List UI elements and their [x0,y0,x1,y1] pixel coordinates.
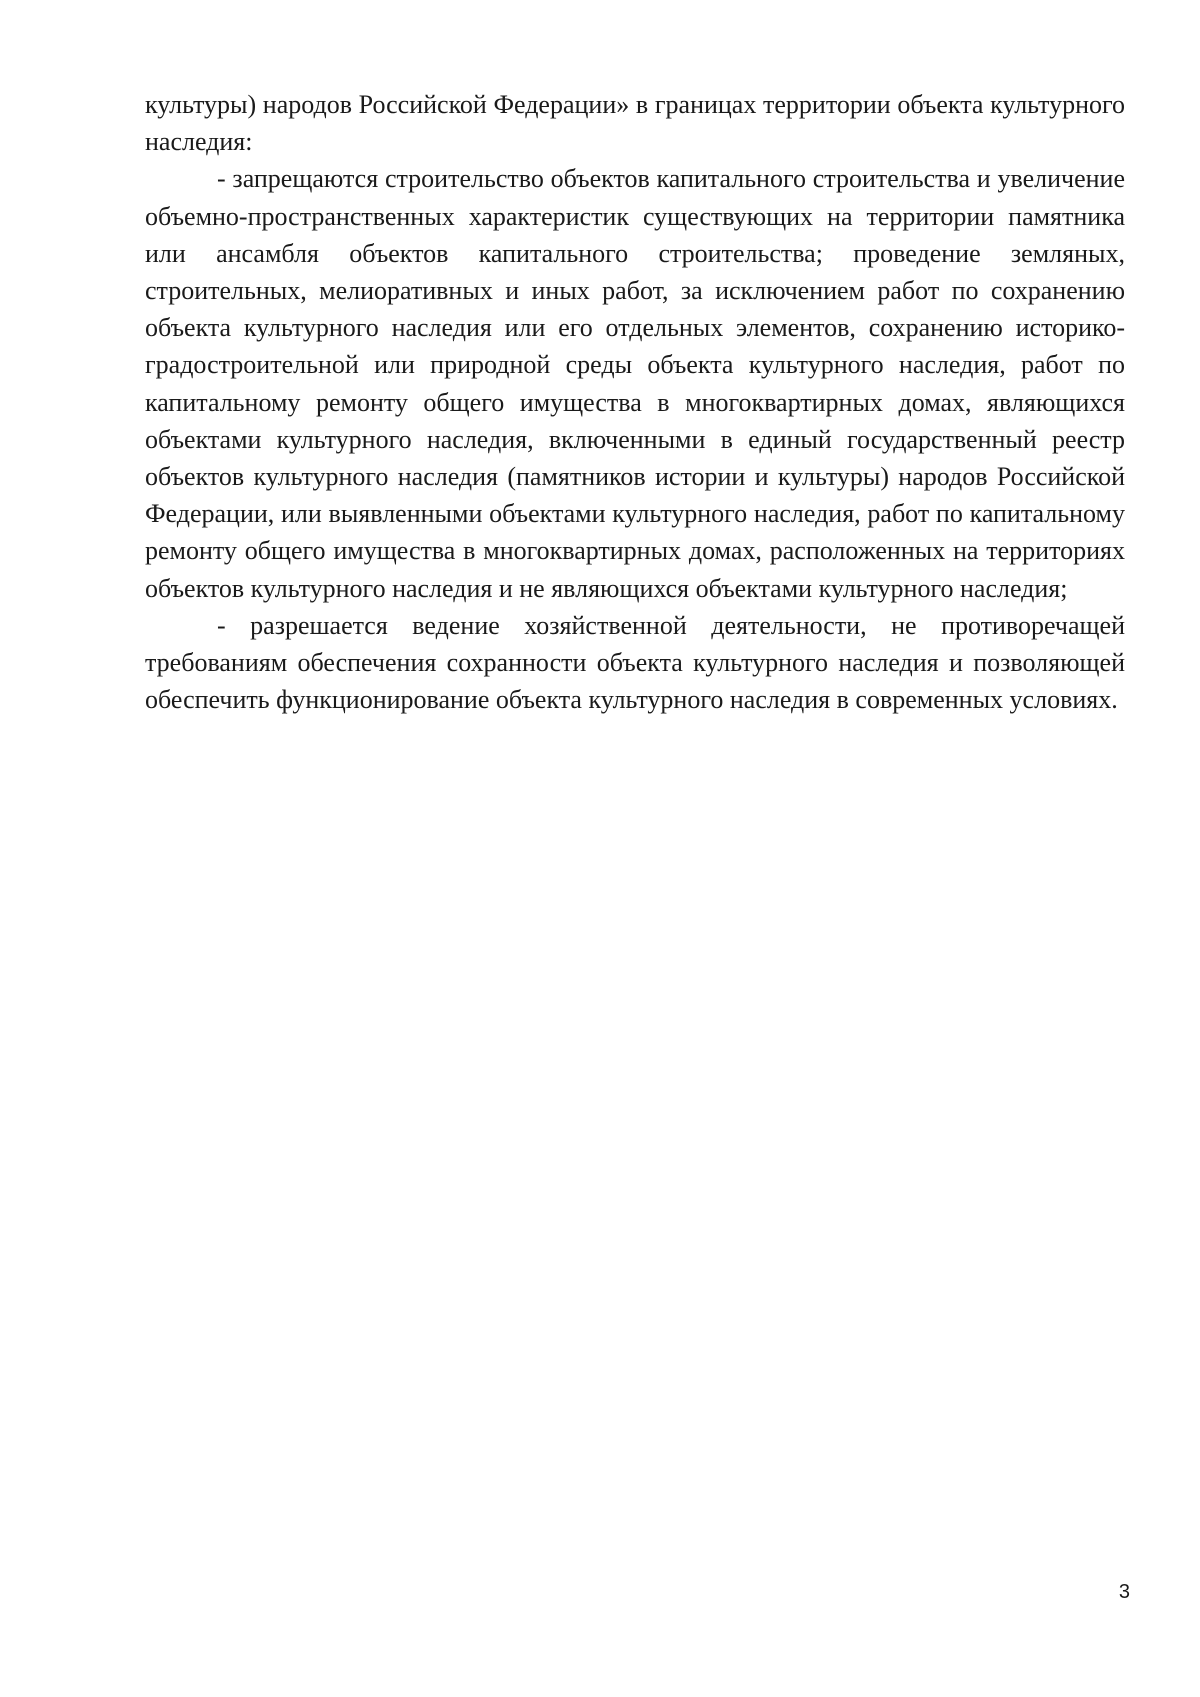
page-number: 3 [1118,1581,1130,1603]
paragraph-prohibitions: - запрещаются строительство объектов капитального строительства и увеличение объемно-пространственных характеристик существующих на территории памятника или ансамбля объектов капитального строительства; проведение земляных, строительных, мелиоративных и иных работ, за исключением работ по сохранению объекта культурного наследия или его отдельных элементов, сохранению историко-градостроительной или природной среды объекта культурного наследия, работ по капитальному ремонту общего имущества в многоквартирных домах, являющихся объектами культурного наследия, включенными в единый государственный реестр объектов культурного наследия (памятников истории и культуры) народов Российской Федерации, или выявленными объектами культурного наследия, работ по капитальному ремонту общего имущества в многоквартирных домах, расположенных на территориях объектов культурного наследия и не являющихся объектами культурного наследия; [145,164,1125,603]
document-body [145,86,1125,718]
paragraph-permissions: - разрешается ведение хозяйственной деятельности, не противоречащей требованиям обеспечения сохранности объекта культурного наследия и позволяющей обеспечить функционирование объекта культурного наследия в современных условиях. [145,610,1125,715]
paragraph-continuation: культуры) народов Российской Федерации» в границах территории объекта культурного наследия: [145,90,1125,157]
